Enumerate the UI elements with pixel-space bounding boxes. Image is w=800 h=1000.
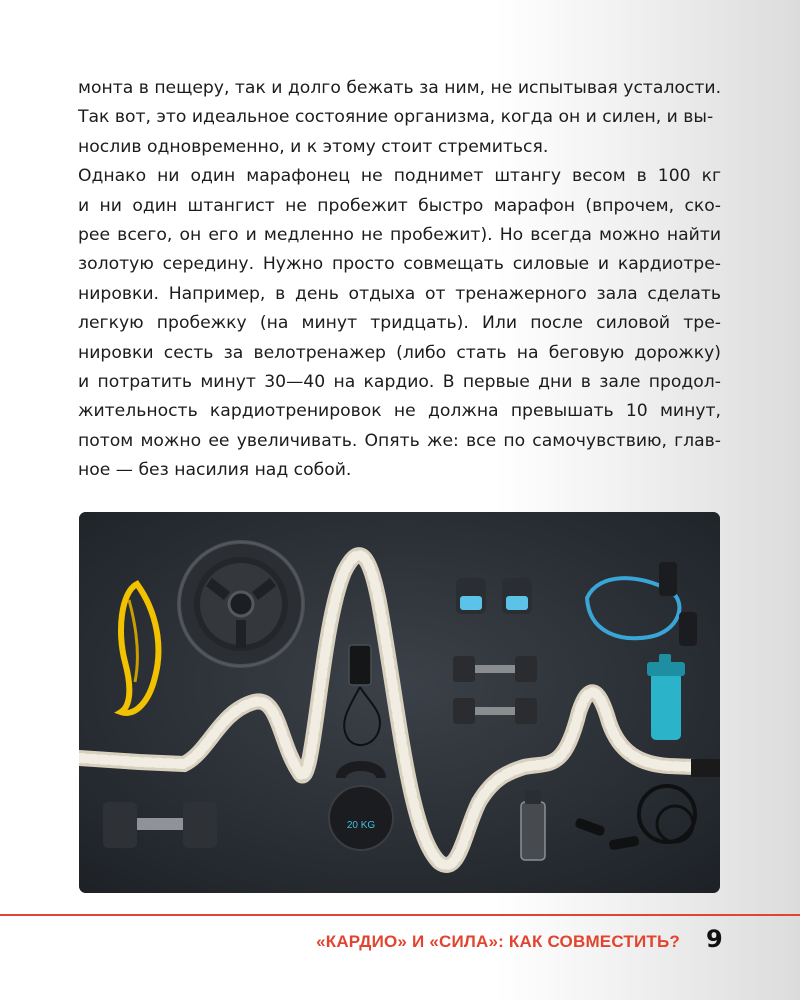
text-line: жительность кардиотренировок не должна превышать 10 минут, [78,401,721,422]
fitness-equipment-photo [79,512,720,893]
text-line: потом можно ее увеличивать. Опять же: все по самочувствию, глав- [78,430,721,451]
text-line: нировки сесть за велотренажер (либо стать на беговую дорожку) [78,342,721,363]
text-line: легкую пробежку (на минут тридцать). Или после силовой тре- [78,313,721,334]
weight-plate-icon [179,542,303,666]
body-text [78,74,721,486]
text-line: нировки. Например, в день отдыха от тренажерного зала сделать [78,283,721,304]
text-line: рее всего, он его и медленно не пробежит). Но всегда можно найти [78,225,721,246]
phone-icon [349,645,371,685]
text-line: монта в пещеру, так и долго бежать за ним, не испытывая усталости. [78,78,722,98]
text-line: нослив одновременно, и к этому стоит стремиться. [78,136,549,157]
text-line: Так вот, это идеальное состояние организма, когда он и силен, и вы- [78,107,714,128]
footer-title: «КАРДИО» И «СИЛА»: КАК СОВМЕСТИТЬ? [316,932,680,951]
page-number: 9 [706,925,723,953]
text-line: и потратить минут 30—40 на кардио. В первые дни в зале продол- [78,372,721,393]
text-line: золотую середину. Нужно просто совмещать силовые и кардиотре- [78,254,721,275]
shaker-bottle-icon [647,654,685,740]
footer-rule [0,914,800,916]
kettlebell-label: 20 KG [346,820,376,831]
text-line: и ни один штангист не пробежит быстро марафон (впрочем, ско- [78,195,721,216]
text-line: ное — без насилия над собой. [78,460,352,481]
text-line: Однако ни один марафонец не поднимет штангу весом в 100 кг [78,166,721,187]
